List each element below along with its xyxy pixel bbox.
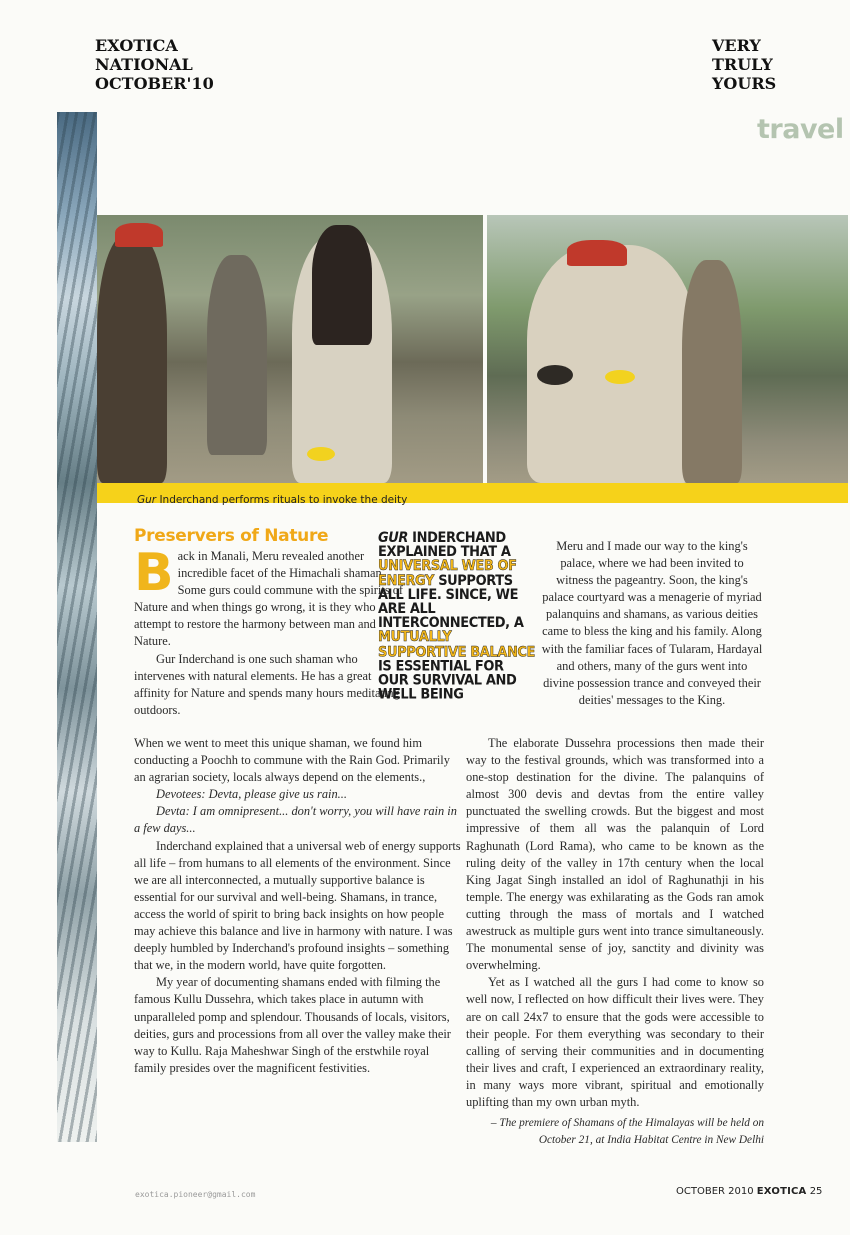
paragraph-6: The elaborate Dussehra processions then made their way to the festival grounds, which was transformed into a one-stop destination for the divine. The palanquins of almost 300 devis and devtas from the entire valley punctuated the swelling crowds. But the biggest and most impressive of them all was the palanquin of Lord Raghunath (Lord Rama), who came to be known as the ruling deity of the valley in 17th century when the local King Jagat Singh installed an idol of Raghunathji in his temple. The energy was exhilarating as the Gods ran amok cutting through the mass of mortals and I watched awestruck as multiple gurs went into trance simultaneously. The monumental sense of joy, sanctity and divinity was overwhelming.	[466, 736, 764, 973]
pull-quote-part-1: GUR	[378, 529, 409, 547]
paragraph-intro: Back in Manali, Meru revealed another incredible facet of the Himachali shaman. Some gurs could commune with the spirits of Nature and when things go wrong, it is they who attempt to restore the harmony between man and Nature.	[134, 543, 404, 649]
forest-strip-image	[57, 112, 97, 1142]
quote-devta: Devta: I am omnipresent... don't worry, you will have rain in a few days...	[134, 804, 457, 836]
pull-quote-highlight-1: UNIVERSAL WEB OF ENERGY	[378, 558, 517, 589]
article-column-1-continued	[134, 735, 464, 1077]
footer-magazine: EXOTICA	[756, 1186, 807, 1197]
paragraph-2: Gur Inderchand is one such shaman who intervenes with natural elements. He has a great affinity for Nature and spends many hours meditating outdoors.	[134, 651, 400, 717]
paragraph-4: My year of documenting shamans ended with filming the famous Kullu Dussehra, which takes place in autumn with unparalleled pomp and splendour. Thousands of locals, visitors, deities, gurs and processions from all over the valley make their way to Kullu. Raja Maheshwar Singh of the erstwhile royal family presides over the magnificent festivities.	[134, 975, 451, 1075]
quote-devotees: Devotees: Devta, please give us rain...	[156, 787, 347, 802]
article-column-1	[134, 543, 404, 719]
section-tag: travel	[757, 114, 844, 145]
masthead-line-1: EXOTICA	[95, 36, 178, 55]
masthead-line-3: OCTOBER'10	[95, 74, 214, 93]
pull-quote-part-4: SUPPORTS ALL LIFE. SINCE, WE ARE ALL INTERCONNECTED, A	[378, 572, 524, 632]
photo-shaman-ritual-right	[487, 215, 848, 483]
paragraph-7: Yet as I watched all the gurs I had come to know so well now, I reflected on how difficult their lives were. They are on call 24x7 to ensure that the gods were accessible to their people. For them everything was secondary to their calling of serving their communities and in documenting their lives and craft, I experienced an extraordinary reality, in many ways more vibrant, spiritual and emotionally uplifting than my own urban myth.	[466, 975, 764, 1109]
footer-date: OCTOBER 2010	[676, 1186, 754, 1197]
masthead-right-line-2: TRULY	[712, 55, 773, 74]
pull-quote	[378, 531, 538, 702]
photo-shaman-ritual-left	[97, 215, 483, 483]
premiere-credit: – The premiere of Shamans of the Himalayas will be held on October 21, at India Habitat Centre in New Delhi	[490, 1117, 764, 1146]
photo-caption	[137, 494, 407, 506]
caption-italic: Gur	[137, 494, 157, 506]
masthead-left	[95, 36, 214, 93]
footer-folio	[676, 1186, 822, 1197]
pull-quote-highlight-2: MUTUALLY SUPPORTIVE BALANCE	[378, 629, 536, 661]
masthead-right-line-3: YOURS	[712, 74, 777, 93]
article-column-3-top	[541, 538, 763, 709]
pull-quote-part-2: INDERCHAND EXPLAINED THAT A	[378, 529, 511, 561]
footer-email: exotica.pioneer@gmail.com	[135, 1190, 256, 1199]
drop-cap: B	[134, 543, 174, 603]
footer-page-number: 25	[809, 1186, 823, 1197]
paragraph-3: Inderchand explained that a universal web of energy supports all life – from humans to all elements of the environment. Since we are all interconnected, a mutually supportive balance is essential for our survival and well-being. Shamans, in trance, access the world of spirit to bring back insights on how people may achieve this balance and live in harmony with nature. I was deeply humbled by Inderchand's profound insights – something that we, in the modern world, have quite forgotten.	[134, 838, 461, 973]
paragraph-5: Meru and I made our way to the king's palace, where we had been invited to witness the pageantry. Soon, the king's palace courtyard was a menagerie of myriad palanquins and shamans, as various deities came to bless the king and his family. Along with the familiar faces of Tularam, Hardayal and others, many of the gurs went into divine possession trance and conveyed their deities' messages to the King.	[541, 539, 763, 707]
pull-quote-part-6: IS ESSENTIAL FOR OUR SURVIVAL AND WELL BEING	[378, 658, 517, 703]
article-column-2	[466, 735, 764, 1148]
caption-text: Inderchand performs rituals to invoke the deity	[156, 494, 408, 506]
masthead-line-2: NATIONAL	[95, 55, 193, 74]
section-title: Preservers of Nature	[134, 526, 329, 546]
masthead-right	[712, 36, 776, 93]
masthead-right-line-1: VERY	[712, 36, 761, 55]
paragraph-2-cont: When we went to meet this unique shaman, we found him conducting a Poochh to commune with the Rain God. Primarily an agrarian society, locals always depend on the elements.,	[134, 736, 450, 785]
